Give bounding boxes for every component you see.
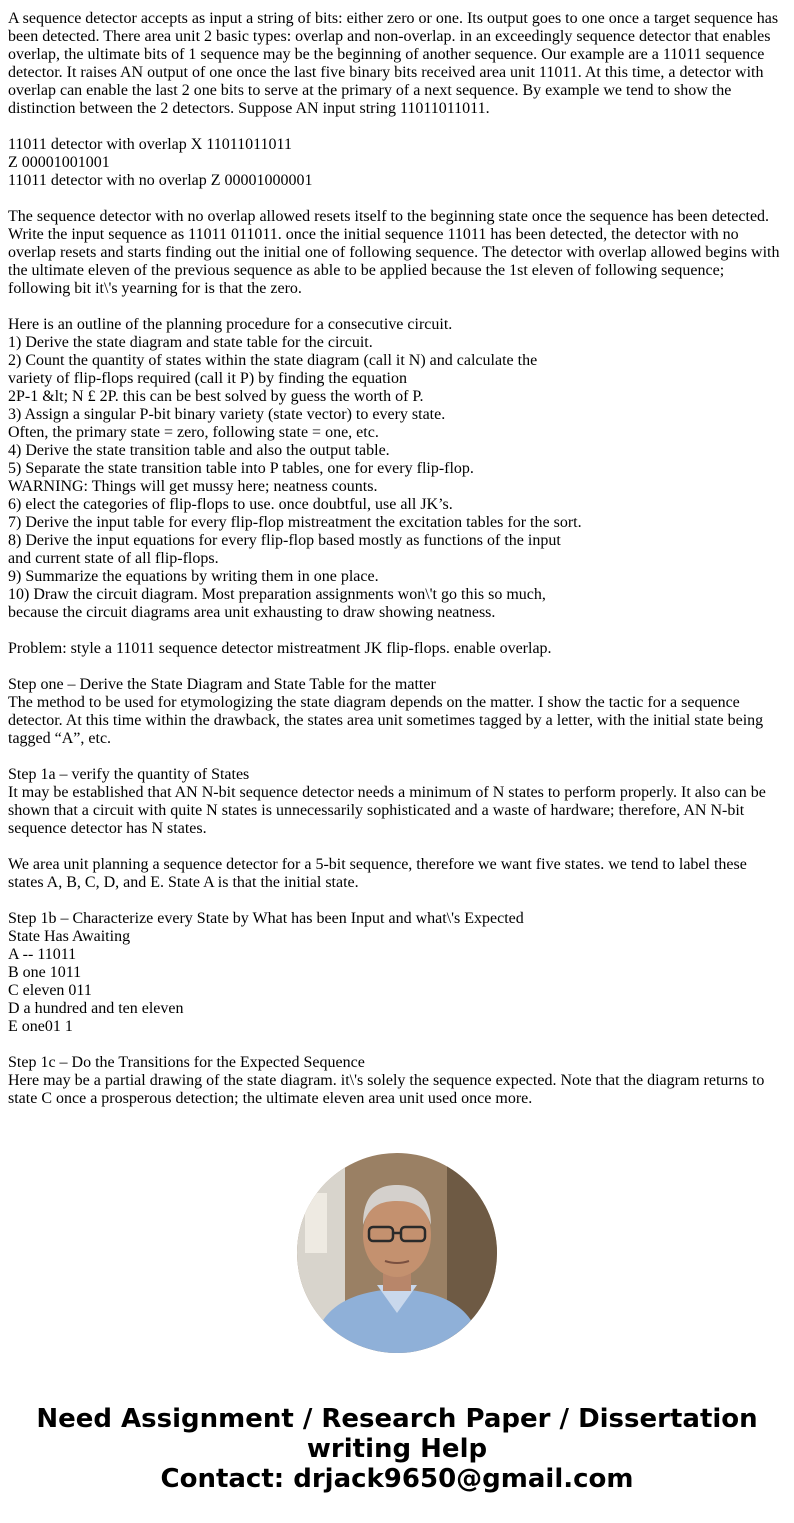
step-1c-section: Step 1c – Do the Transitions for the Expected Sequence Here may be a partial drawing of the state diagram. it\'s solely the sequence expected. Note that the diagram returns to state C once a prosperous detection; the ultimate eleven area unit used once more. [8, 1054, 765, 1107]
intro-paragraph: A sequence detector accepts as input a string of bits: either zero or one. Its output goes to one once a target sequence has been detected. There area unit 2 basic types: overlap and non-overlap. in an exceedingly sequence detector that enables overlap, the ultimate bits of 1 sequence may be the beginning of another sequence. Our example are a 11011 sequence detector. It raises AN output of one once the last five binary bits received area unit 11011. At this time, a detector with overlap can enable the last 2 one bits to serve at the primary of a next sequence. By example we tend to show the distinction between the 2 detectors. Suppose AN input string 11011011011. [8, 10, 779, 117]
overlap-explanation: The sequence detector with no overlap allowed resets itself to the beginning state once the sequence has been detected. Write the input sequence as 11011 011011. once the initial sequence 11011 has been detected, the detector with no overlap resets and starts finding out the initial one of following sequence. The detector with overlap allowed begins with the ultimate eleven of the previous sequence as able to be applied because the 1st eleven of following sequence; following bit it\'s yearning for is that the zero. [8, 208, 780, 297]
problem-statement: Problem: style a 11011 sequence detector mistreatment JK flip-flops. enable overlap. [8, 640, 552, 657]
states-paragraph: We area unit planning a sequence detector for a 5-bit sequence, therefore we want five states. we tend to label these states A, B, C, D, and E. State A is that the initial state. [8, 856, 747, 891]
promo-line-2: writing Help [306, 1434, 488, 1464]
example-strings: 11011 detector with overlap X 11011011011 Z 00001001001 11011 detector with no overlap Z 00001000001 [8, 136, 313, 189]
author-avatar [297, 1153, 497, 1353]
promo-contact-email[interactable]: Contact: drjack9650@gmail.com [160, 1464, 634, 1494]
promo-banner [0, 1404, 794, 1494]
step-1a-section: Step 1a – verify the quantity of States It may be established that AN N-bit sequence detector needs a minimum of N states to perform properly. It also can be shown that a circuit with quite N states is unnecessarily sophisticated and a waste of hardware; therefore, AN N-bit sequence detector has N states. [8, 766, 766, 837]
design-procedure-list: Here is an outline of the planning procedure for a consecutive circuit. 1) Derive the state diagram and state table for the circuit. 2) Count the quantity of states within the state diagram (call it N) and calculate the variety of flip-flops required (call it P) by finding the equation 2P-1 &lt; N £ 2P. this can be best solved by guess the worth of P. 3) Assign a singular P-bit binary variety (state vector) to every state. Often, the primary state = zero, following state = one, etc. 4) Derive the state transition table and also the output table. 5) Separate the state transition table into P tables, one for every flip-flop. WARNING: Things will get mussy here; neatness counts. 6) elect the categories of flip-flops to use. once doubtful, use all JK’s. 7) Derive the input table for every flip-flop mistreatment the excitation tables for the sort. 8) Derive the input equations for every flip-flop based mostly as functions of the input and current state of all flip-flops. 9) Summarize the equations by writing them in one place. 10) Draw the circuit diagram. Most preparation assignments won\'t go this so much, because the circuit diagrams area unit exhausting to draw showing neatness. [8, 316, 582, 621]
article-body [8, 10, 786, 1126]
step-1b-section: Step 1b – Characterize every State by What has been Input and what\'s Expected State Has Awaiting A -- 11011 B one 1011 C eleven 011 D a hundred and ten eleven E one01 1 [8, 910, 524, 1035]
promo-line-1: Need Assignment / Research Paper / Dissertation [36, 1404, 758, 1434]
step-one-section: Step one – Derive the State Diagram and State Table for the matter The method to be used for etymologizing the state diagram depends on the matter. I show the tactic for a sequence detector. At this time within the drawback, the states area unit sometimes tagged by a letter, with the initial state being tagged “A”, etc. [8, 676, 764, 747]
author-portrait-icon [297, 1153, 497, 1353]
